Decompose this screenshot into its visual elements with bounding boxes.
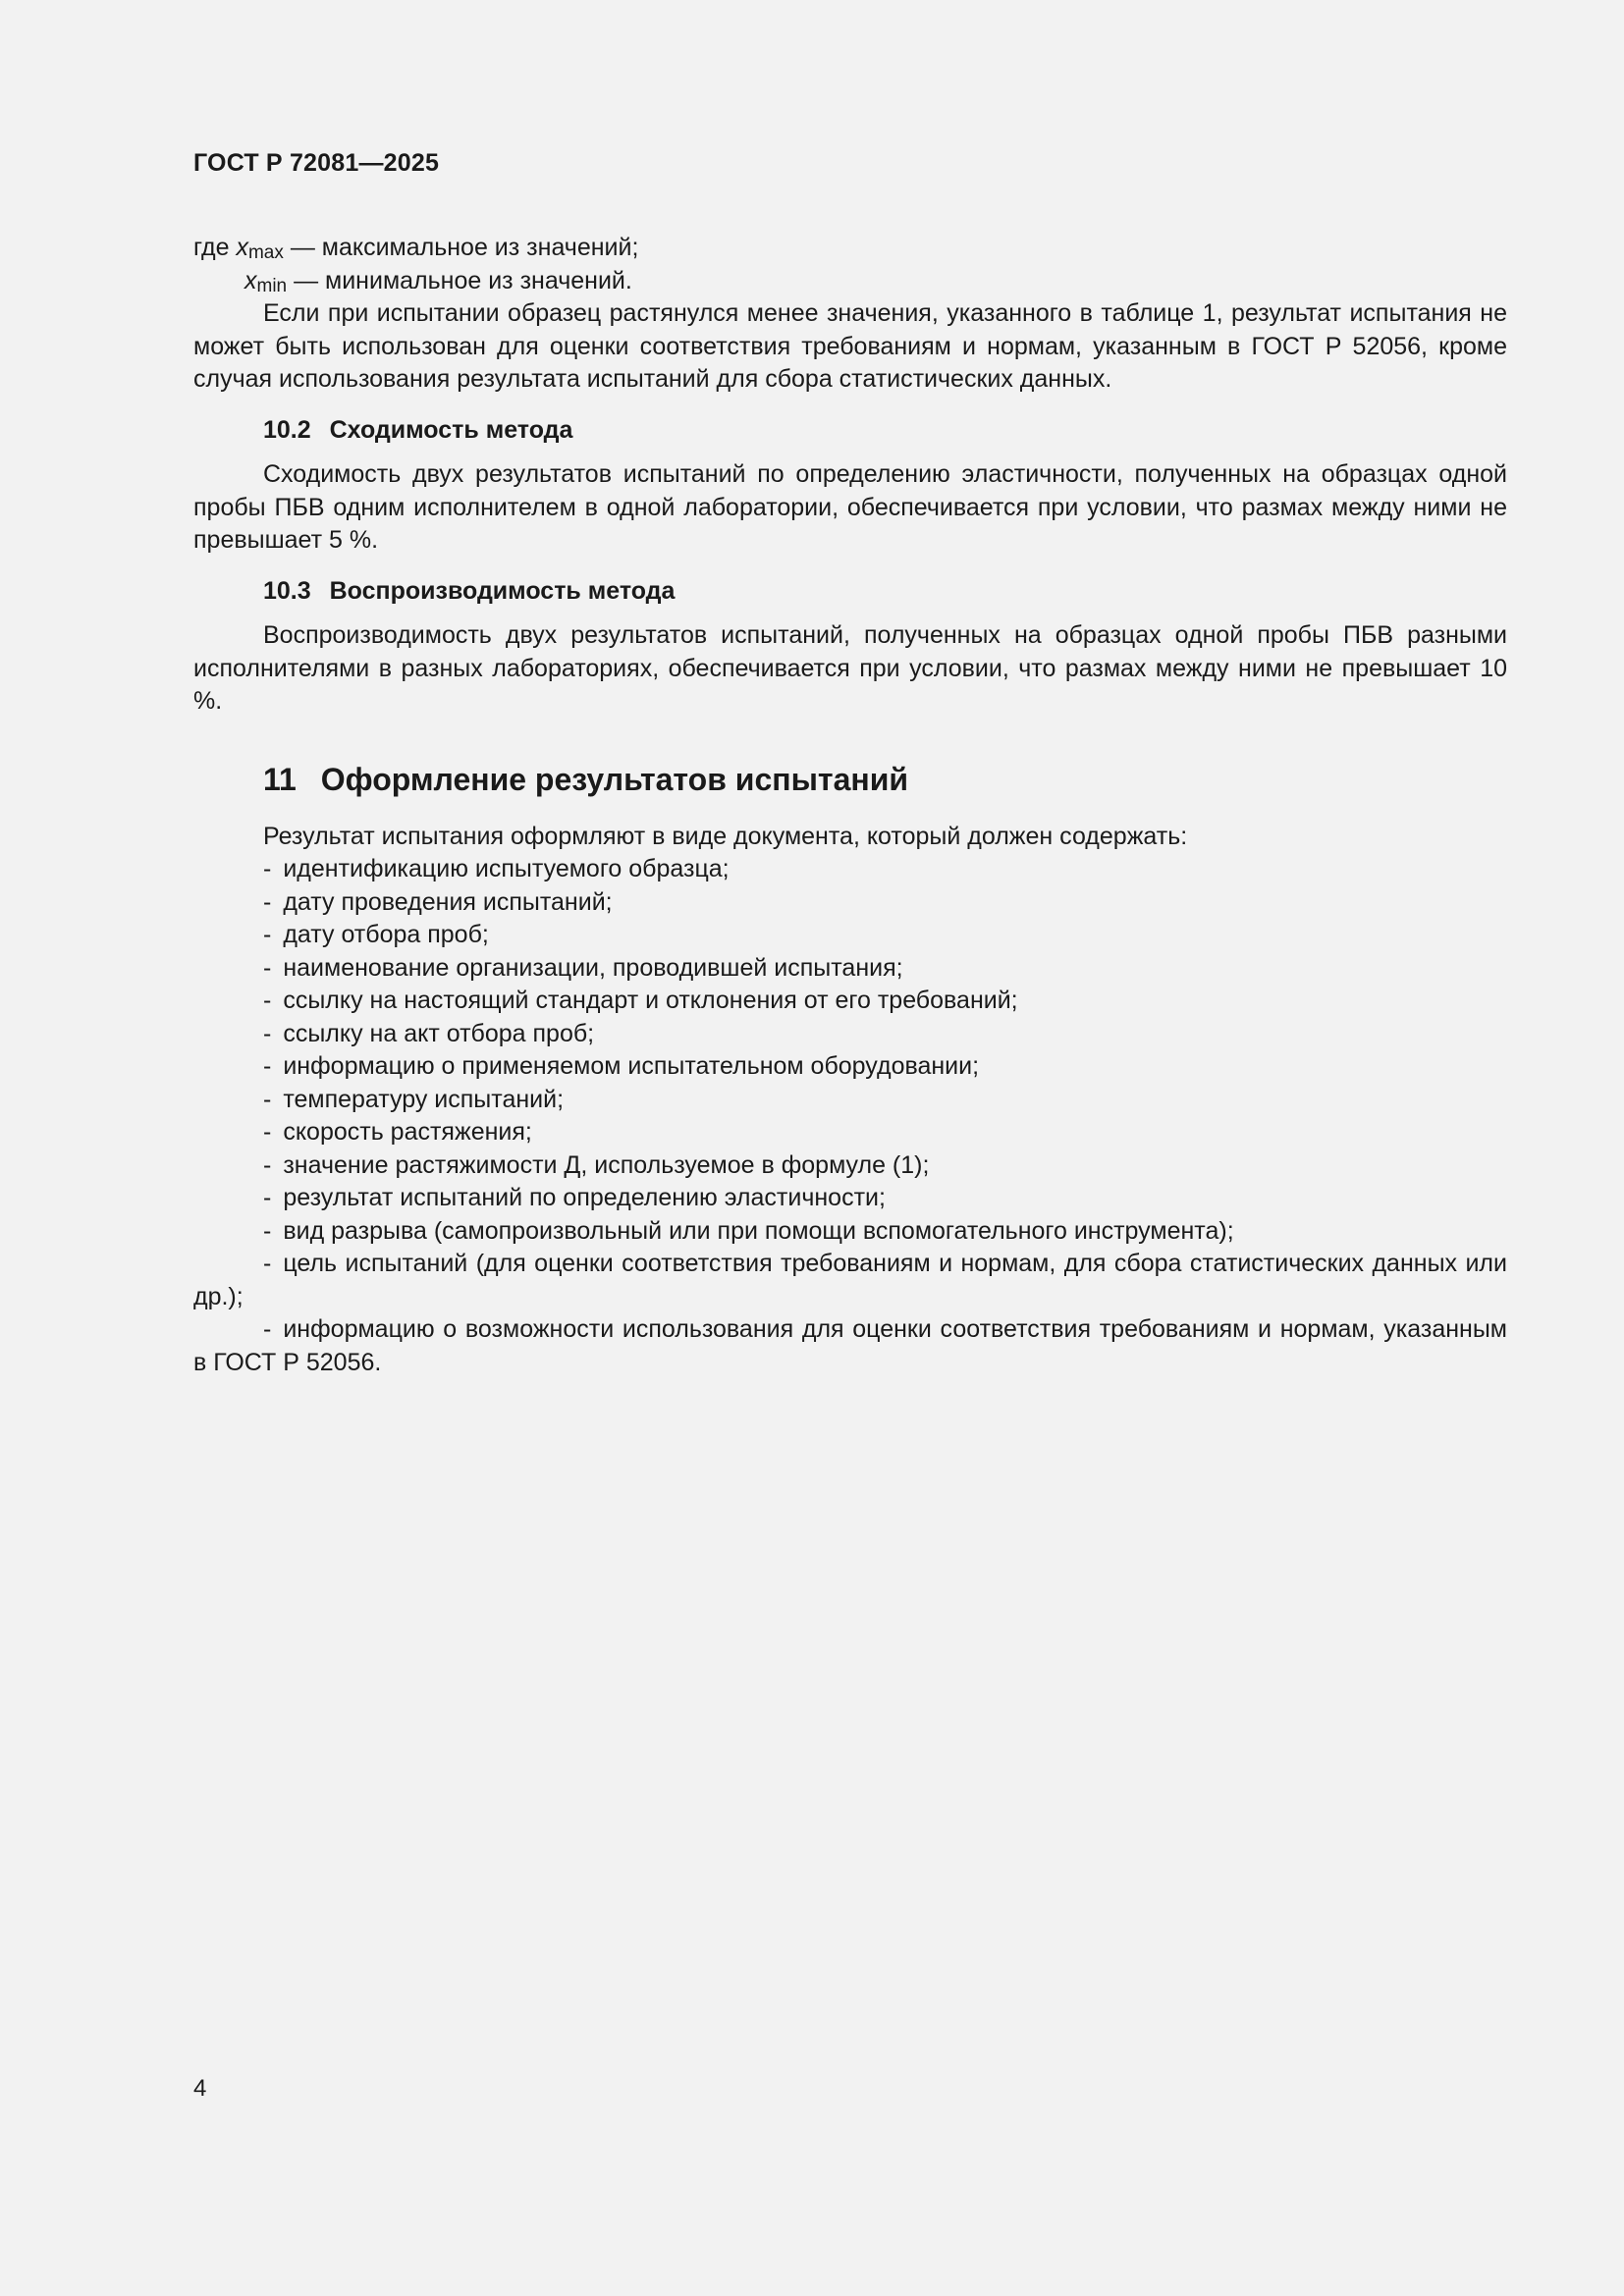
list-item: - цель испытаний (для оценки соответствия требованиям и нормам, для сбора статистических данных или др.); [193, 1250, 1507, 1310]
section-11-lead: Результат испытания оформляют в виде документа, который должен содержать: [263, 822, 1188, 850]
variable-x-min: x [244, 266, 257, 294]
section-10-2-heading [263, 414, 1507, 448]
section-10-2-title: Сходимость метода [329, 415, 573, 444]
where-word: где [193, 234, 230, 261]
list-item: - ссылку на акт отбора проб; [263, 1019, 595, 1047]
page-number: 4 [193, 2075, 207, 2102]
list-item: - информацию о применяемом испытательном оборудовании; [263, 1052, 980, 1080]
list-item: - информацию о возможности использования для оценки соответствия требованиям и нормам, указанным в ГОСТ Р 52056. [193, 1315, 1507, 1376]
requirements-list [193, 853, 1507, 1379]
where-line-min [193, 265, 1507, 298]
section-11-number: 11 [263, 761, 297, 797]
list-item: - результат испытаний по определению эластичности; [263, 1184, 886, 1211]
section-10-3-title: Воспроизводимость метода [329, 576, 676, 605]
list-item: - вид разрыва (самопроизвольный или при помощи вспомогательного инструмента); [263, 1216, 1234, 1245]
page-content [193, 232, 1507, 1379]
section-10-3-heading [263, 575, 1507, 609]
variable-x-max: x [236, 234, 248, 261]
list-item: - дату отбора проб; [263, 921, 489, 948]
section-10-3-text: Воспроизводимость двух результатов испытаний, полученных на образцах одной пробы ПБВ разными исполнителями в разных лабораториях, обеспечивается при условии, что размах между ними не превышает 10 %. [193, 621, 1507, 715]
list-item: - значение растяжимости Д, используемое в формуле (1); [263, 1150, 930, 1179]
list-item: - температуру испытаний; [263, 1085, 565, 1113]
section-10-3-number: 10.3 [263, 576, 311, 605]
subscript-max: max [247, 242, 284, 263]
where-line-max [193, 232, 1507, 265]
intro-paragraph: Если при испытании образец растянулся менее значения, указанного в таблице 1, результат испытания не может быть использован для оценки соответствия требованиям и нормам, указанным в ГОСТ Р 52056, кроме случая использования результата испытаний для сбора статистических данных. [193, 299, 1507, 393]
section-11-title: Оформление результатов испытаний [320, 761, 909, 797]
variable-x-max-description: — максимальное из значений; [290, 234, 639, 261]
section-10-2-text: Сходимость двух результатов испытаний по определению эластичности, полученных на образцах одной пробы ПБВ одним исполнителем в одной лаборатории, обеспечивается при условии, что размах между ними не превышает 5 %. [193, 460, 1507, 554]
list-item: - скорость растяжения; [263, 1118, 532, 1146]
list-item: - идентификацию испытуемого образца; [263, 855, 730, 882]
list-item: - дату проведения испытаний; [263, 887, 613, 916]
document-header: ГОСТ Р 72081—2025 [193, 149, 440, 177]
section-10-2-number: 10.2 [263, 415, 311, 444]
list-item: - ссылку на настоящий стандарт и отклонения от его требований; [263, 987, 1018, 1014]
list-item: - наименование организации, проводившей испытания; [263, 953, 903, 982]
section-11-heading [263, 760, 1507, 799]
subscript-min: min [256, 275, 288, 296]
variable-x-min-description: — минимальное из значений. [294, 266, 632, 294]
